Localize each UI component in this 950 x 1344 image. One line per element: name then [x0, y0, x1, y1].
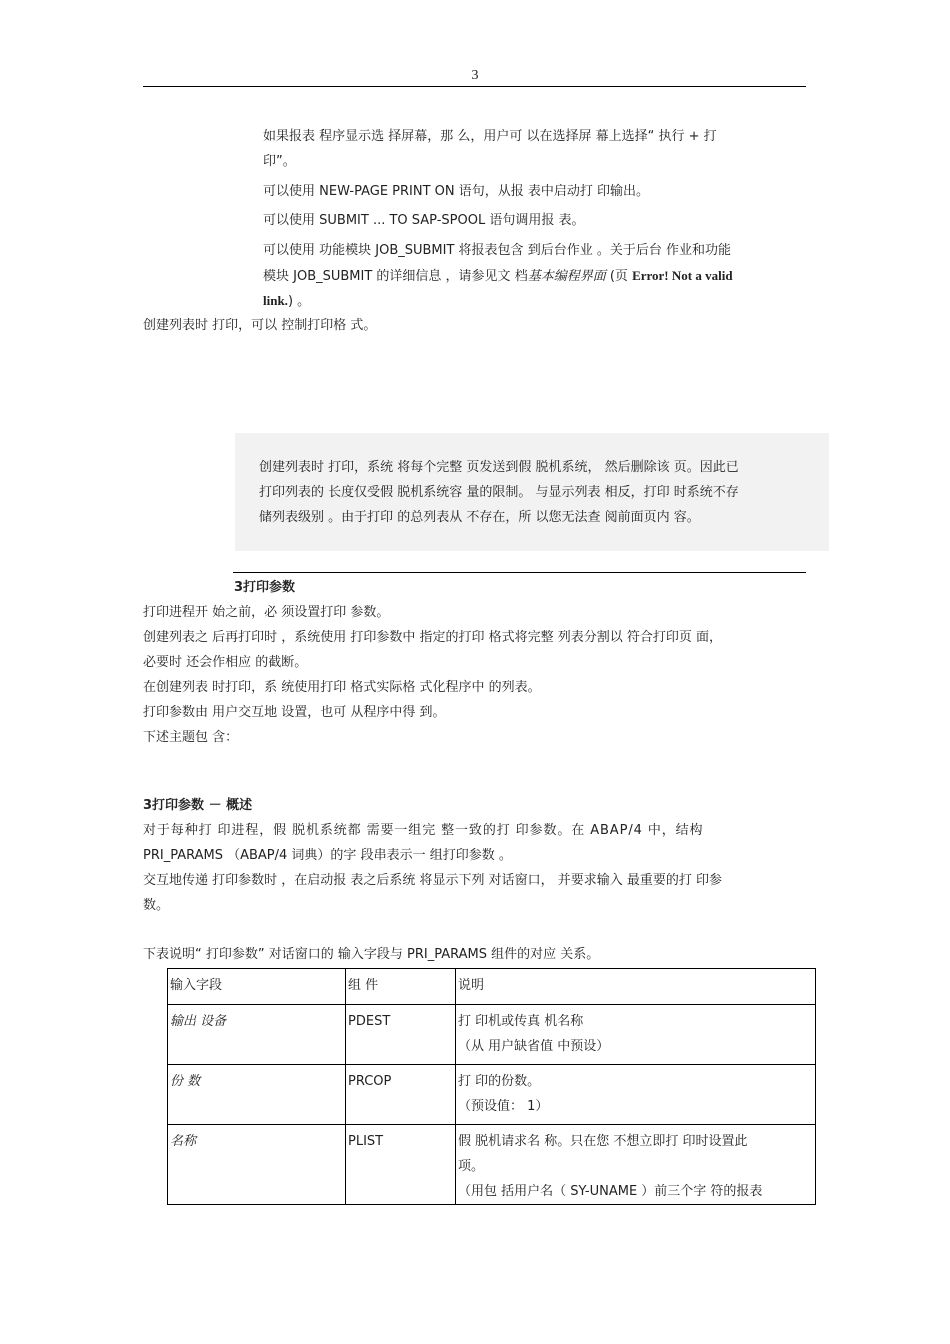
reference-tail: ) 。	[287, 294, 311, 309]
intro-closing: 创建列表时 打印，可以 控制打印格 式。	[143, 318, 377, 333]
section-heading-print-params: 3打印参数	[234, 580, 296, 595]
cell-component: PRCOP	[346, 1065, 456, 1125]
desc-line: 假 脱机请求名 称。只在您 不想立即打 印时设置此	[458, 1134, 748, 1149]
note-line-1: 创建列表时 打印，系统 将每个完整 页发送到假 脱机系统， 然后删除该 页。因此已	[259, 460, 739, 475]
section2-para-4: 数。	[143, 898, 170, 913]
table-row	[168, 1125, 816, 1205]
section2-para-3: 交互地传递 打印参数时 ，在启动报 表之后系统 将显示下列 对话窗口， 并要求输入 最重要的打 印参	[143, 873, 723, 888]
section1-para-5: 打印参数由 用户交互地 设置，也可 从程序中得 到。	[143, 705, 446, 720]
header-input-field: 输入字段	[168, 969, 346, 1005]
print-params-table	[167, 968, 816, 1205]
cell-component: PLIST	[346, 1125, 456, 1205]
table-row	[168, 1005, 816, 1065]
header-description: 说明	[456, 969, 816, 1005]
desc-line: （用包 括用户名（ SY-UNAME ）前三个字 符的报表	[458, 1184, 763, 1199]
intro-line-3: 可以使用 NEW-PAGE PRINT ON 语句，从报 表中启动打 印输出。	[263, 184, 650, 199]
intro-line-6-text: 模块 JOB_SUBMIT 的详细信息 ，请参见文 档	[263, 269, 528, 284]
intro-line-4: 可以使用 SUBMIT ... TO SAP-SPOOL 语句调用报 表。	[263, 213, 585, 228]
note-box	[235, 433, 829, 551]
section-heading-overview: 3打印参数 － 概述	[143, 798, 253, 813]
section-rule	[233, 572, 806, 573]
reference-page-prefix: (页	[605, 269, 633, 284]
desc-line: （从 用户缺省值 中预设）	[458, 1039, 610, 1054]
section1-para-2: 创建列表之 后再打印时 ，系统使用 打印参数中 指定的打印 格式将完整 列表分割以 符合打印页 面，	[143, 630, 723, 645]
note-line-2: 打印列表的 长度仅受假 脱机系统容 量的限制。 与显示列表 相反，打印 时系统不存	[259, 485, 739, 500]
cell-field: 输出 设备	[168, 1005, 346, 1065]
section1-para-3: 必要时 还会作相应 的截断。	[143, 655, 308, 670]
cell-component: PDEST	[346, 1005, 456, 1065]
section1-para-1: 打印进程开 始之前，必 须设置打印 参数。	[143, 605, 390, 620]
table-caption: 下表说明“ 打印参数” 对话窗口的 输入字段与 PRI_PARAMS 组件的对应 关系。	[143, 947, 600, 962]
desc-line: 打 印机或传真 机名称	[458, 1014, 584, 1029]
table-header-row	[168, 969, 816, 1005]
reference-error-a: Error! Not a valid	[632, 268, 733, 283]
desc-line: （预设值： 1）	[458, 1099, 549, 1114]
intro-line-2: 印”。	[263, 154, 296, 169]
header-component: 组 件	[346, 969, 456, 1005]
section1-para-6: 下述主题包 含：	[143, 730, 239, 745]
cell-description	[456, 1125, 816, 1205]
cell-field: 名称	[168, 1125, 346, 1205]
reference-title-link[interactable]: 基本编程界面	[527, 269, 606, 284]
note-line-3: 储列表级别 。由于打印 的总列表从 不存在，所 以您无法查 阅前面页内 容。	[259, 510, 700, 525]
cell-field: 份 数	[168, 1065, 346, 1125]
desc-line: 打 印的份数。	[458, 1074, 541, 1089]
intro-line-1: 如果报表 程序显示选 择屏幕，那 么，用户可 以在选择屏 幕上选择“ 执行 + 打	[263, 129, 717, 144]
reference-error-b: link.	[263, 293, 288, 308]
intro-line-7	[263, 290, 310, 313]
header-rule	[143, 86, 806, 87]
intro-line-6	[263, 265, 733, 288]
section2-para-1: 对于每种打 印进程，假 脱机系统都 需要一组完 整一致的打 印参数。在 ABAP/4 中，结构	[143, 823, 704, 838]
cell-description	[456, 1065, 816, 1125]
intro-line-5: 可以使用 功能模块 JOB_SUBMIT 将报表包含 到后台作业 。关于后台 作业和功能	[263, 243, 731, 258]
cell-description	[456, 1005, 816, 1065]
section2-para-2: PRI_PARAMS （ABAP/4 词典）的字 段串表示一 组打印参数 。	[143, 848, 512, 863]
page-number: 3	[471, 68, 479, 83]
section1-para-4: 在创建列表 时打印，系 统使用打印 格式实际格 式化程序中 的列表。	[143, 680, 541, 695]
desc-line: 项。	[458, 1159, 485, 1174]
table-row	[168, 1065, 816, 1125]
